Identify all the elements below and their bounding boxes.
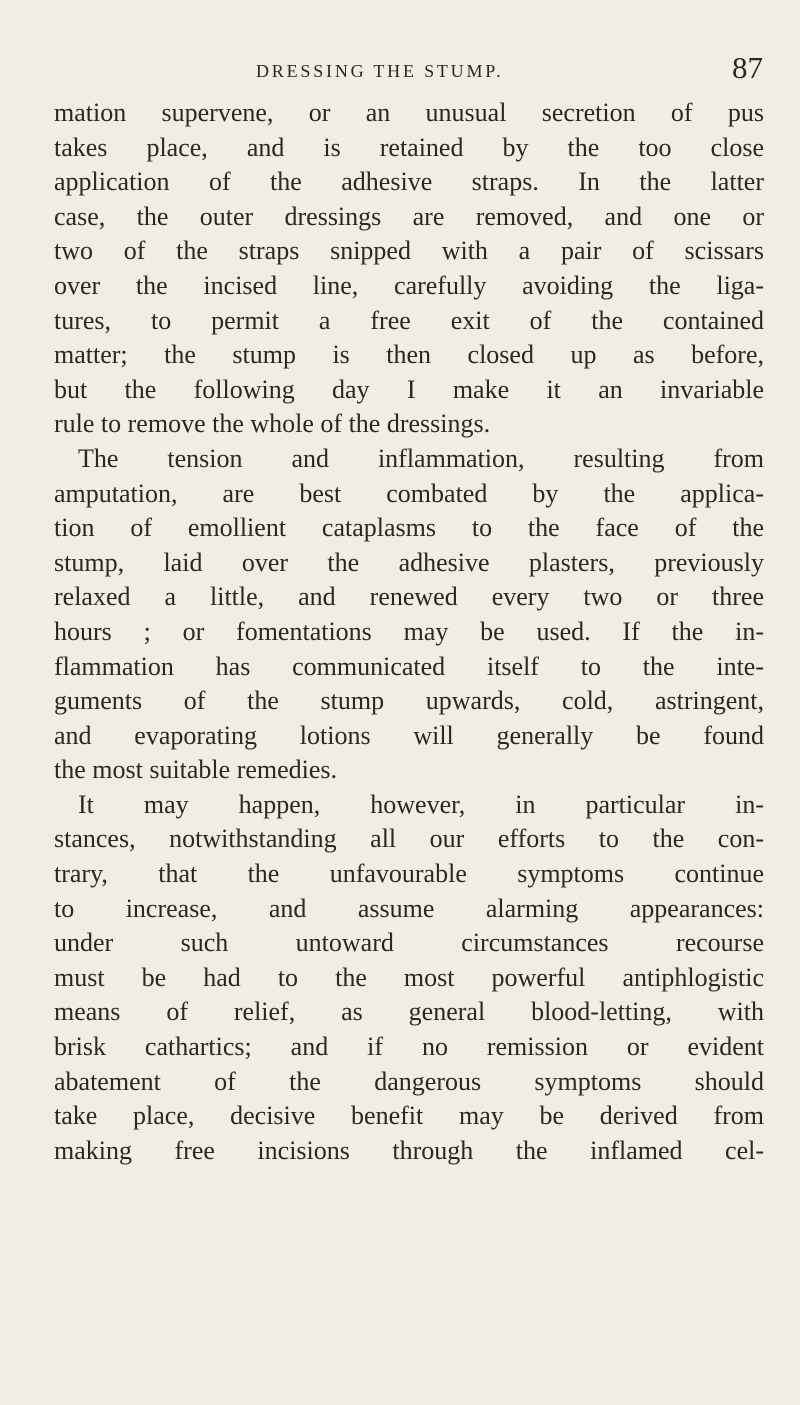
- text-line: hours ; or fomentations may be used. If the in-: [54, 616, 764, 646]
- text-line: to increase, and assume alarming appearances:: [54, 893, 764, 923]
- text-line: mation supervene, or an unusual secretion of pus: [54, 98, 764, 127]
- text-line: tion of emollient cataplasms to the face of the: [54, 513, 764, 543]
- text-line: two of the straps snipped with a pair of scissars: [54, 236, 764, 266]
- text-line: rule to remove the whole of the dressings.: [54, 409, 491, 439]
- text-line: take place, decisive benefit may be derived from: [54, 1101, 764, 1131]
- text-line: relaxed a little, and renewed every two or three: [54, 582, 764, 612]
- text-line: abatement of the dangerous symptoms should: [54, 1066, 764, 1096]
- text-line: making free incisions through the inflamed cel-: [54, 1135, 764, 1165]
- text-line: means of relief, as general blood-letting, with: [54, 997, 764, 1027]
- text-line: It may happen, however, in particular in-: [78, 789, 764, 819]
- text-line: and evaporating lotions will generally be found: [54, 720, 764, 750]
- text-line: matter; the stump is then closed up as before,: [54, 340, 764, 370]
- text-line: under such untoward circumstances recourse: [54, 928, 764, 958]
- text-line: The tension and inflammation, resulting from: [78, 443, 764, 473]
- running-head: [0, 50, 800, 88]
- text-line: trary, that the unfavourable symptoms continue: [54, 859, 764, 889]
- text-line: amputation, are best combated by the applica-: [54, 478, 764, 508]
- text-line: the most suitable remedies.: [54, 755, 338, 785]
- text-line: guments of the stump upwards, cold, astringent,: [54, 686, 764, 716]
- text-line: over the incised line, carefully avoiding the liga-: [54, 270, 764, 300]
- text-line: flammation has communicated itself to the inte-: [54, 651, 764, 681]
- text-line: but the following day I make it an invariable: [54, 374, 764, 404]
- text-line: brisk cathartics; and if no remission or evident: [54, 1032, 764, 1062]
- text-line: takes place, and is retained by the too close: [54, 132, 764, 162]
- body-text: [54, 96, 764, 1168]
- running-head-title: DRESSING THE STUMP.: [256, 61, 504, 81]
- text-line: must be had to the most powerful antiphlogistic: [54, 962, 764, 992]
- page-number: 87: [732, 50, 763, 85]
- text-line: case, the outer dressings are removed, and one or: [54, 201, 764, 231]
- text-line: application of the adhesive straps. In the latter: [54, 167, 764, 197]
- text-line: stances, notwithstanding all our efforts to the con-: [54, 824, 764, 854]
- text-line: tures, to permit a free exit of the contained: [54, 305, 764, 335]
- text-line: stump, laid over the adhesive plasters, previously: [54, 547, 764, 577]
